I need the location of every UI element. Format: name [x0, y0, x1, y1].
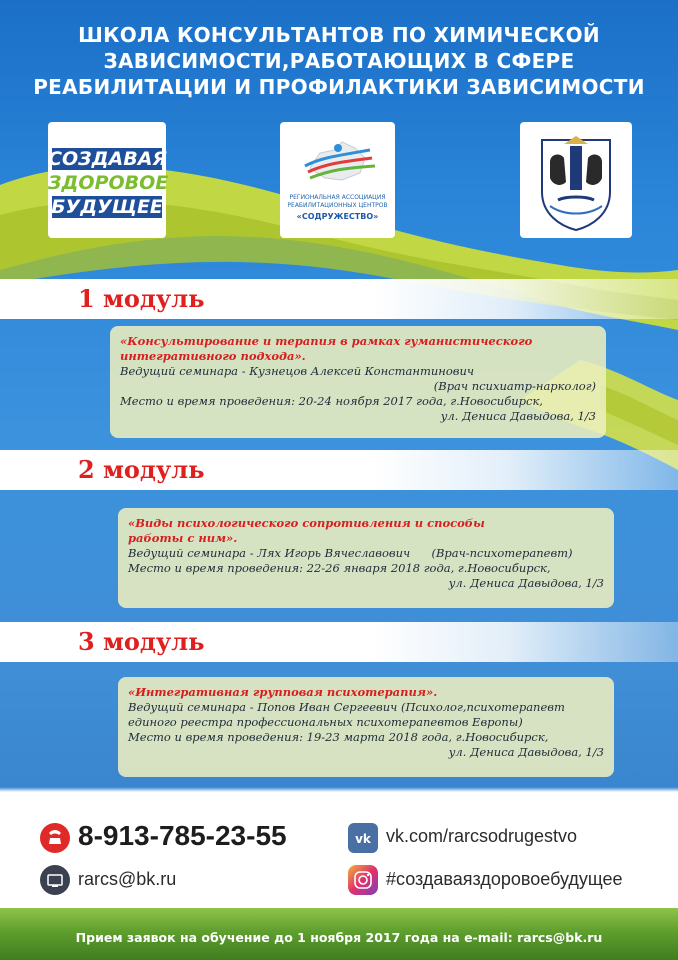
module-3-card: [118, 677, 614, 777]
footer-text: Прием заявок на обучение до 1 ноября 2017 года на e-mail: rarcs@bk.ru: [75, 930, 603, 945]
logo-org-line: РЕАБИЛИТАЦИОННЫХ ЦЕНТРОВ: [287, 202, 388, 209]
module-2-topic: работы с ним».: [128, 531, 238, 545]
logo-line: БУДУЩЕЕ: [51, 196, 163, 218]
module-2-role: (Врач-психотерапевт): [431, 546, 573, 560]
module-2-topic: «Виды психологического сопротивления и способы: [128, 516, 485, 530]
logo-line: СОЗДАВАЯ: [48, 148, 168, 170]
module-2-leader: Ведущий семинара - Лях Игорь Вячеславович: [128, 546, 411, 560]
logo-org-name: «СОДРУЖЕСТВО»: [296, 212, 379, 221]
module-2-address: ул. Дениса Давыдова, 1/3: [448, 576, 604, 590]
module-2-leader-row: [128, 546, 604, 561]
page-title: [0, 22, 678, 100]
instagram-icon: [348, 865, 378, 895]
module-1-place: Место и время проведения: 20-24 ноября 2017 года, г.Новосибирск,: [120, 394, 543, 408]
map-emblem-icon: [280, 128, 395, 198]
title-line: ШКОЛА КОНСУЛЬТАНТОВ ПО ХИМИЧЕСКОЙ: [78, 23, 600, 47]
logo-line: ЗДОРОВОЕ: [48, 172, 169, 194]
module-2-band: [0, 450, 678, 490]
module-2-card: [118, 508, 614, 608]
instagram-hashtag[interactable]: #создаваяздоровоебудущее: [386, 869, 623, 889]
module-3-role: единого реестра профессиональных психотерапевтов Европы): [128, 715, 523, 729]
coat-of-arms-icon: [520, 122, 632, 238]
module-3-place: Место и время проведения: 19-23 марта 2018 года, г.Новосибирск,: [128, 730, 549, 744]
module-2-place: Место и время проведения: 22-26 января 2018 года, г.Новосибирск,: [128, 561, 551, 575]
module-3-topic: «Интегративная групповая психотерапия».: [128, 685, 438, 699]
vk-icon: [348, 823, 378, 853]
module-3-leader: Ведущий семинара - Попов Иван Сергеевич (Психолог,психотерапевт: [128, 700, 565, 714]
module-1-title: 1 модуль: [78, 284, 205, 313]
logo-org-line: РЕГИОНАЛЬНАЯ АССОЦИАЦИЯ: [289, 194, 386, 201]
module-1-leader: Ведущий семинара - Кузнецов Алексей Константинович: [120, 364, 475, 378]
module-3-address: ул. Дениса Давыдова, 1/3: [448, 745, 604, 759]
phone-icon: [40, 823, 70, 853]
vk-link[interactable]: vk.com/rarcsodrugestvo: [386, 826, 578, 846]
module-1-card: [110, 326, 606, 438]
title-line: ЗАВИСИМОСТИ,РАБОТАЮЩИХ В СФЕРЕ: [103, 49, 575, 73]
module-1-role: (Врач психиатр-нарколог): [433, 379, 596, 393]
title-line: РЕАБИЛИТАЦИИ И ПРОФИЛАКТИКИ ЗАВИСИМОСТИ: [33, 75, 645, 99]
module-1-band: [0, 279, 678, 319]
module-3-band: [0, 622, 678, 662]
logo-sozdavaya-zdorovoe-budushchee: [48, 122, 169, 238]
coat-of-arms-icon: [520, 122, 632, 238]
module-3-title: 3 модуль: [78, 627, 205, 656]
logo-sodruzhestvo: [280, 122, 395, 238]
email-link[interactable]: rarcs@bk.ru: [78, 869, 177, 889]
email-icon: [40, 865, 70, 895]
module-1-topic: интегративного подхода».: [120, 349, 306, 363]
module-2-title: 2 модуль: [78, 455, 205, 484]
module-1-address: ул. Дениса Давыдова, 1/3: [440, 409, 596, 423]
phone-number[interactable]: 8-913-785-23-55: [78, 820, 287, 851]
svg-text:vk: vk: [355, 832, 371, 846]
module-1-topic: «Консультирование и терапия в рамках гуманистического: [120, 334, 533, 348]
